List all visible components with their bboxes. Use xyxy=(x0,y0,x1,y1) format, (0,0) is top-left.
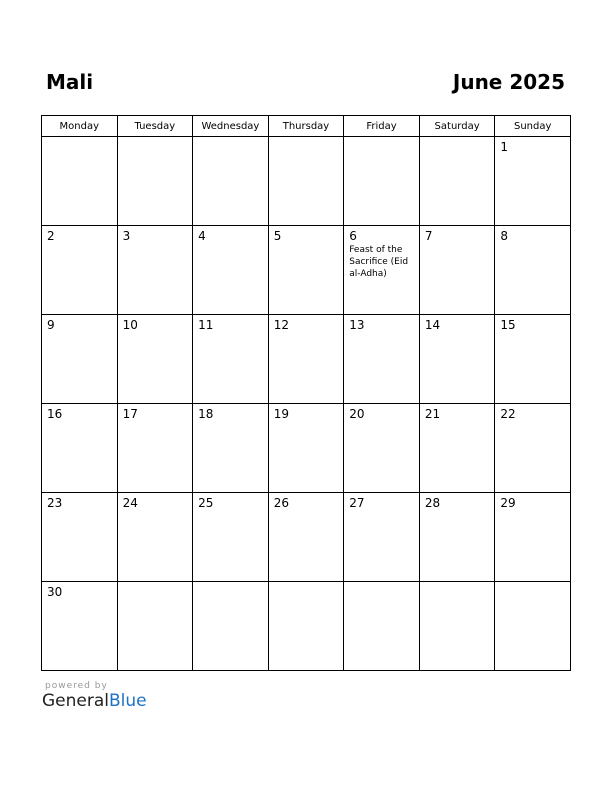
day-number: 6 xyxy=(349,229,357,243)
week-row xyxy=(42,137,571,226)
day-cell xyxy=(193,137,269,226)
generalblue-logo[interactable] xyxy=(42,691,147,711)
weekday-header: Wednesday xyxy=(193,116,269,137)
day-number: 22 xyxy=(500,407,516,421)
day-cell xyxy=(42,226,118,315)
day-number: 4 xyxy=(198,229,206,243)
weekday-header: Thursday xyxy=(268,116,344,137)
day-cell xyxy=(495,226,571,315)
day-cell xyxy=(193,404,269,493)
weekday-header-row xyxy=(42,116,571,137)
weekday-header: Saturday xyxy=(419,116,495,137)
day-number: 8 xyxy=(500,229,509,243)
day-number xyxy=(344,137,419,140)
day-cell xyxy=(419,404,495,493)
day-number xyxy=(118,137,193,140)
day-number: 2 xyxy=(47,229,55,243)
day-number: 3 xyxy=(122,229,131,243)
day-cell xyxy=(117,582,193,671)
brand-general-text: General xyxy=(42,691,109,711)
day-number: 30 xyxy=(47,585,63,599)
weekday-header: Sunday xyxy=(495,116,571,137)
day-cell xyxy=(42,137,118,226)
day-number: 19 xyxy=(273,407,289,421)
day-cell xyxy=(344,582,420,671)
weekday-header: Tuesday xyxy=(117,116,193,137)
day-cell xyxy=(419,493,495,582)
day-number: 23 xyxy=(47,496,63,510)
weekday-header: Monday xyxy=(42,116,118,137)
day-number: 26 xyxy=(273,496,289,510)
week-row xyxy=(42,226,571,315)
day-cell xyxy=(117,493,193,582)
country-title: Mali xyxy=(46,70,94,94)
day-cell xyxy=(419,582,495,671)
day-cell xyxy=(42,493,118,582)
day-number xyxy=(269,137,344,140)
day-number xyxy=(344,582,419,585)
day-number xyxy=(193,582,268,585)
day-number xyxy=(269,582,344,585)
day-number xyxy=(420,137,495,140)
day-number: 11 xyxy=(198,318,214,332)
brand-blue-text: Blue xyxy=(109,691,147,711)
day-number: 17 xyxy=(122,407,138,421)
day-number: 29 xyxy=(500,496,516,510)
week-row xyxy=(42,582,571,671)
day-number: 5 xyxy=(273,229,282,243)
day-cell xyxy=(268,226,344,315)
powered-by-text: powered by xyxy=(45,681,108,691)
day-number: 10 xyxy=(122,318,138,332)
day-cell xyxy=(42,582,118,671)
holiday-label: Feast of the Sacrifice (Eid al-Adha) xyxy=(349,245,409,279)
day-cell xyxy=(117,137,193,226)
month-year-title: June 2025 xyxy=(452,70,565,94)
day-cell xyxy=(419,315,495,404)
weekday-header: Friday xyxy=(344,116,420,137)
day-cell xyxy=(495,493,571,582)
day-cell xyxy=(193,493,269,582)
day-cell xyxy=(344,493,420,582)
day-cell xyxy=(495,582,571,671)
day-number xyxy=(42,137,117,140)
day-number: 1 xyxy=(500,140,509,154)
day-number: 15 xyxy=(500,318,516,332)
day-cell xyxy=(419,137,495,226)
day-cell xyxy=(344,315,420,404)
day-number: 9 xyxy=(47,318,55,332)
day-cell xyxy=(268,315,344,404)
day-number: 14 xyxy=(424,318,441,332)
day-number xyxy=(420,582,495,585)
day-cell xyxy=(117,404,193,493)
footer-branding xyxy=(42,681,147,711)
day-number: 25 xyxy=(198,496,214,510)
day-cell xyxy=(117,315,193,404)
day-cell xyxy=(495,404,571,493)
day-cell xyxy=(193,315,269,404)
day-cell xyxy=(268,137,344,226)
day-number xyxy=(193,137,268,140)
day-cell xyxy=(495,315,571,404)
day-cell xyxy=(42,315,118,404)
day-cell xyxy=(344,137,420,226)
day-cell xyxy=(344,226,420,315)
calendar-grid xyxy=(41,115,571,671)
day-cell xyxy=(193,582,269,671)
day-number: 18 xyxy=(198,407,214,421)
day-number: 20 xyxy=(349,407,365,421)
day-number: 24 xyxy=(122,496,138,510)
day-cell xyxy=(268,493,344,582)
day-cell xyxy=(42,404,118,493)
day-number: 27 xyxy=(349,496,365,510)
day-number: 21 xyxy=(424,407,441,421)
day-cell xyxy=(117,226,193,315)
week-row xyxy=(42,404,571,493)
day-cell xyxy=(193,226,269,315)
day-number: 28 xyxy=(424,496,441,510)
day-cell xyxy=(495,137,571,226)
day-number xyxy=(495,582,570,585)
day-number: 12 xyxy=(273,318,289,332)
day-number: 13 xyxy=(349,318,365,332)
week-row xyxy=(42,493,571,582)
day-number: 7 xyxy=(424,229,433,243)
day-cell xyxy=(419,226,495,315)
day-number xyxy=(118,582,193,585)
day-cell xyxy=(344,404,420,493)
week-row xyxy=(42,315,571,404)
day-number: 16 xyxy=(47,407,63,421)
day-cell xyxy=(268,582,344,671)
day-cell xyxy=(268,404,344,493)
